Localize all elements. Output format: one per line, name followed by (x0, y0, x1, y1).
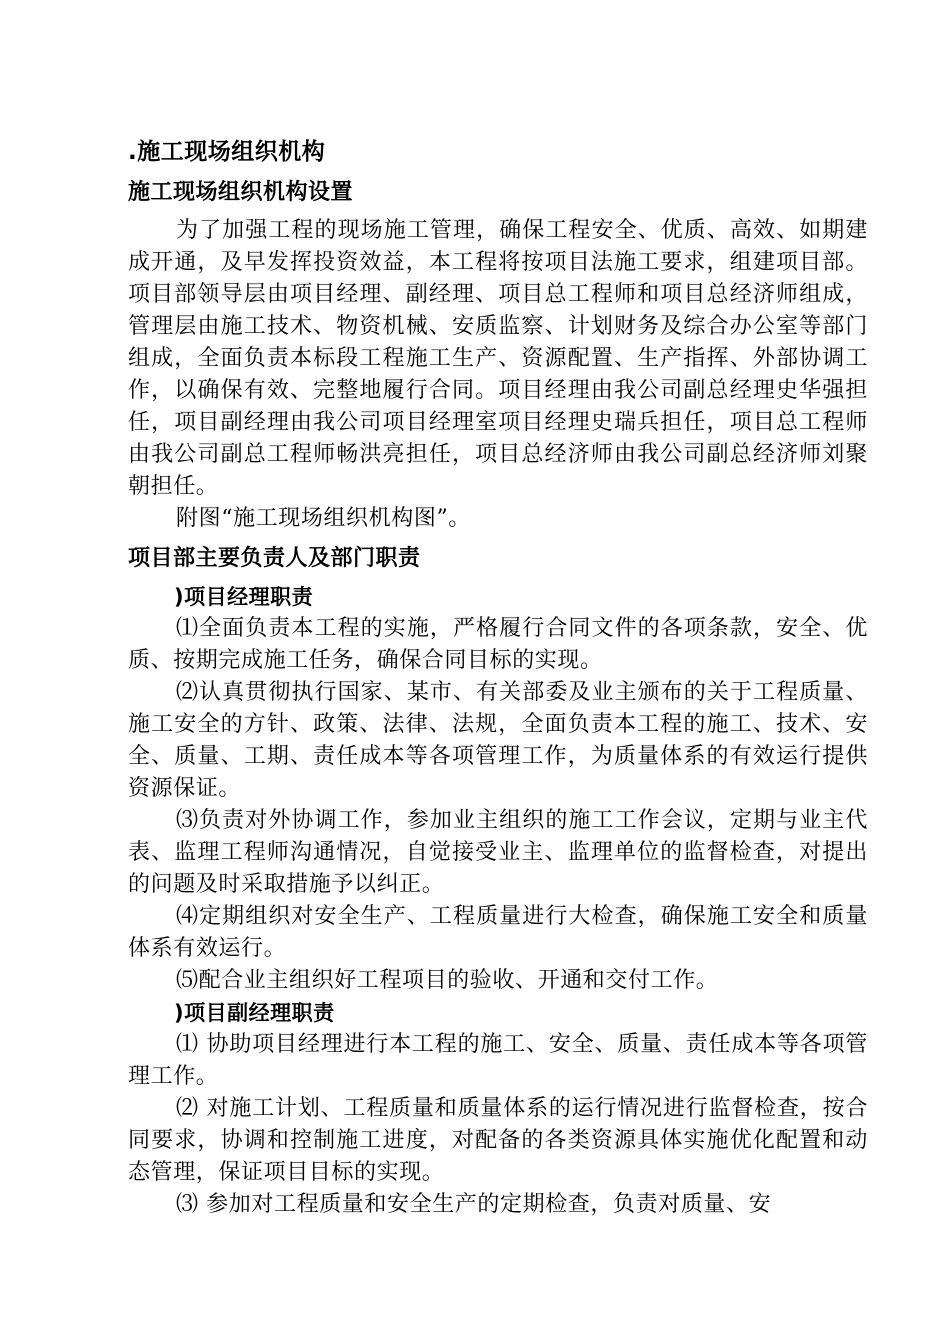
list-item: ⑶ 参加对工程质量和安全生产的定期检查，负责对质量、安 (176, 1192, 772, 1217)
list-item: ⑸配合业主组织好工程项目的验收、开通和交付工作。 (176, 968, 719, 993)
list-item: ⑴全面负责本工程的实施，严格履行合同文件的各项条款，安全、优质、按期完成施工任务，确保合同目标的实现。 (128, 616, 868, 673)
section-heading-responsibilities: 项目部主要负责人及部门职责 (128, 546, 421, 571)
paragraph-attached-figure: 附图“施工现场组织机构图”。 (176, 506, 471, 531)
list-item: ⑵认真贯彻执行国家、某市、有关部委及业主颁布的关于工程质量、施工安全的方针、政策、法律、法规，全面负责本工程的施工、技术、安全、质量、工期、责任成本等各项管理工作，为质量体系的有效运行提供资源保证。 (128, 680, 868, 801)
section-heading-org-setup: 施工现场组织机构设置 (128, 180, 354, 205)
subheading-deputy-manager-duties: )项目副经理职责 (174, 1001, 335, 1025)
list-item: ⑴ 协助项目经理进行本工程的施工、安全、质量、责任成本等各项管理工作。 (128, 1032, 868, 1089)
list-item: ⑵ 对施工计划、工程质量和质量体系的运行情况进行监督检查，按合同要求，协调和控制施工进度，对配备的各类资源具体实施优化配置和动态管理，保证项目目标的实现。 (128, 1096, 868, 1185)
document-page (128, 136, 868, 1221)
list-item: ⑶负责对外协调工作，参加业主组织的施工工作会议，定期与业主代表、监理工程师沟通情况，自觉接受业主、监理单位的监督检查，对提出的问题及时采取措施予以纠正。 (128, 808, 868, 897)
list-item: ⑷定期组织对安全生产、工程质量进行大检查，确保施工安全和质量体系有效运行。 (128, 904, 868, 961)
paragraph-org-description: 为了加强工程的现场施工管理，确保工程安全、优质、高效、如期建成开通，及早发挥投资效益，本工程将按项目法施工要求，组建项目部。项目部领导层由项目经理、副经理、项目总工程师和项目总经济师组成，管理层由施工技术、物资机械、安质监察、计划财务及综合办公室等部门组成，全面负责本标段工程施工生产、资源配置、生产指挥、外部协调工作，以确保有效、完整地履行合同。项目经理由我公司副总经理史华强担任，项目副经理由我公司项目经理室项目经理史瑞兵担任，项目总工程师由我公司副总工程师畅洪亮担任，项目总经济师由我公司副总经济师刘聚朝担任。 (128, 218, 868, 499)
document-title: .施工现场组织机构 (128, 139, 326, 165)
subheading-project-manager-duties: )项目经理职责 (174, 585, 314, 609)
